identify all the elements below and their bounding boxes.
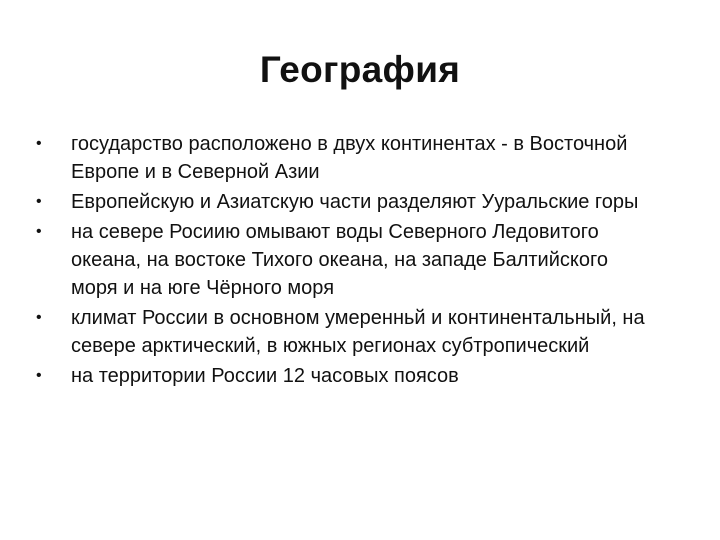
bullet-item — [36, 130, 660, 186]
bullet-item — [36, 218, 660, 302]
slide-title: География — [259, 49, 461, 90]
bullet-text: на территории России 12 часовых поясов — [71, 365, 459, 387]
bullet-item — [36, 188, 660, 216]
bullet-dot-icon: • — [36, 309, 42, 326]
bullet-dot-icon: • — [36, 367, 42, 384]
bullet-text: государство расположено в двух континентах - в Восточной Европе и в Северной Азии — [71, 133, 628, 183]
bullet-item — [36, 362, 660, 390]
bullet-dot-icon: • — [36, 193, 42, 210]
bullet-text: Европейскую и Азиатскую части разделяют Ууральские горы — [71, 191, 639, 213]
bullet-text: на севере Росиию омывают воды Северного Ледовитого океана, на востоке Тихого океана, на западе Балтийского моря и на юге Чёрного моря — [71, 221, 608, 299]
bullet-list — [36, 130, 660, 392]
bullet-dot-icon: • — [36, 223, 42, 240]
bullet-item — [36, 304, 660, 360]
bullet-text: климат России в основном умеренньй и континентальный, на севере арктический, в южных регионах субтропический — [71, 307, 645, 357]
bullet-dot-icon: • — [36, 135, 42, 152]
